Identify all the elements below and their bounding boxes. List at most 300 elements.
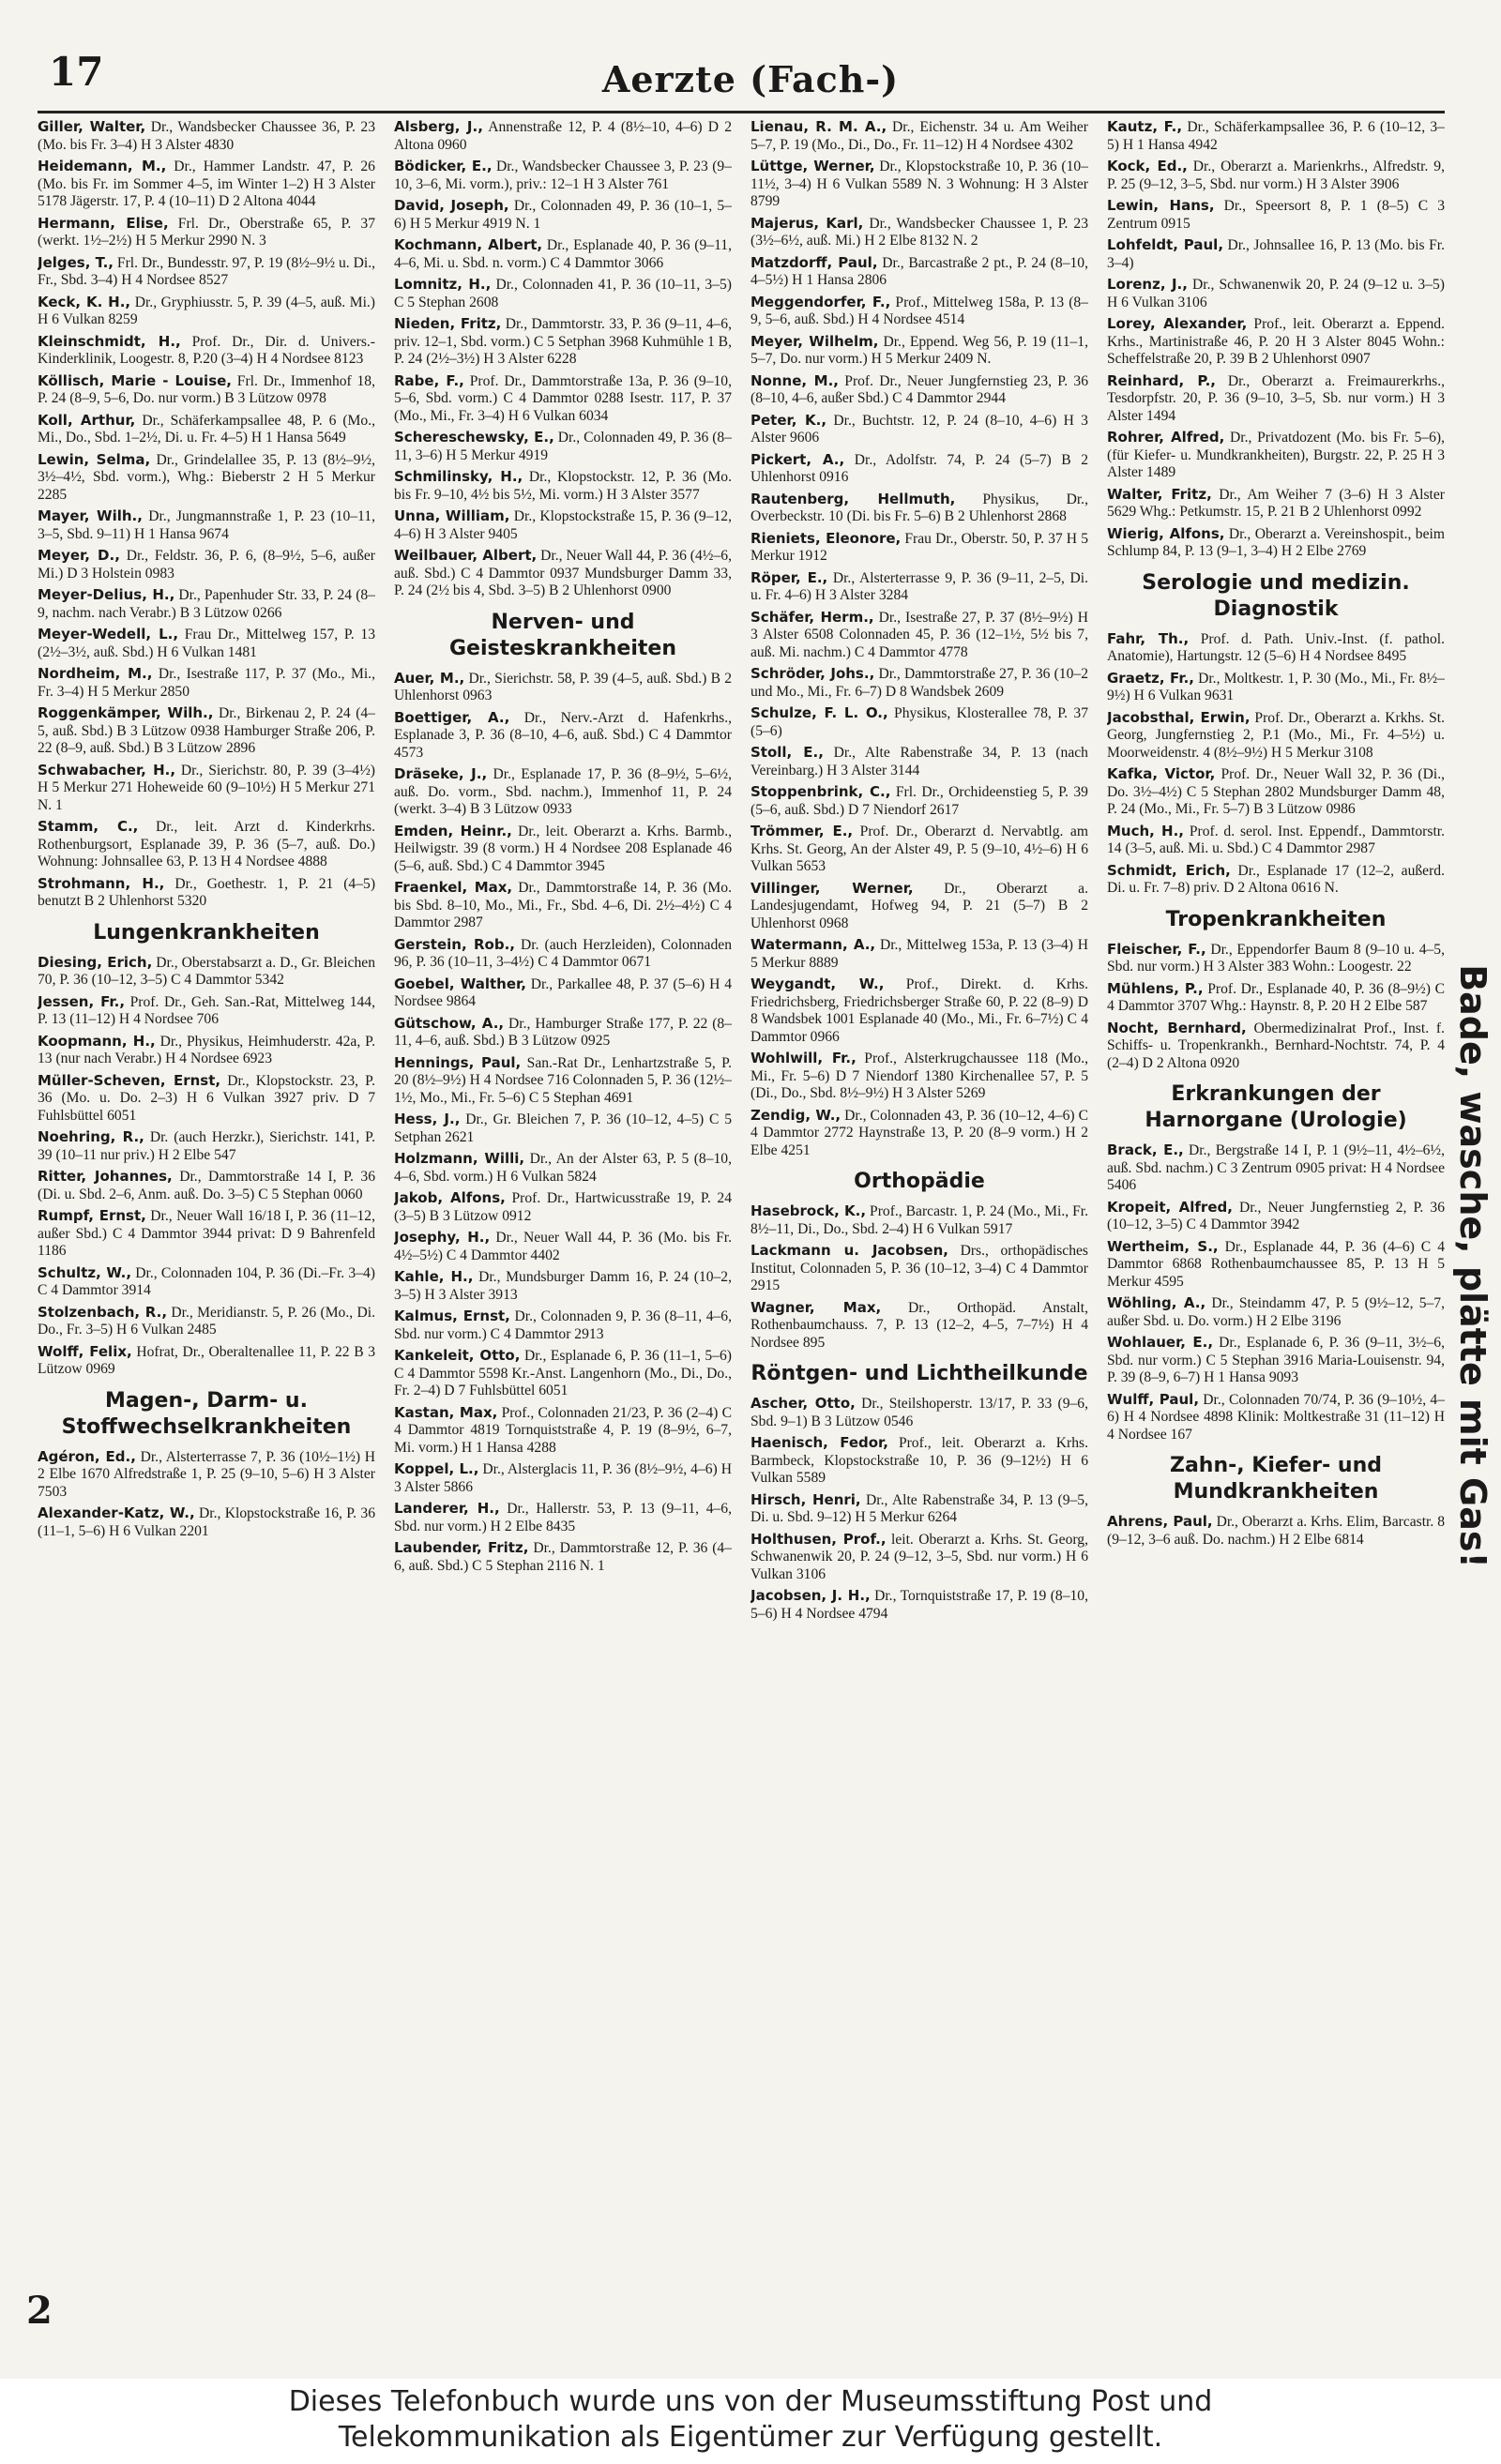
directory-entry xyxy=(394,118,732,154)
entry-details: Dr., Bergstraße 14 I, P. 1 (9½–11, 4½–6½, auß. Sbd. nachm.) C 3 Zentrum 0905 privat: H 4 Nordsee 5406 xyxy=(1107,1142,1445,1193)
entry-name: Josephy, H., xyxy=(394,1229,491,1246)
directory-entry xyxy=(750,1202,1088,1238)
directory-entry xyxy=(1107,197,1445,233)
entry-details: Dr., Steindamm 47, P. 5 (9½–12, 5–7, außer Sbd. u. Do. vorm.) H 2 Elbe 3196 xyxy=(1107,1295,1445,1329)
entry-name: Laubender, Fritz, xyxy=(394,1539,529,1556)
entry-details: Drs., orthopädisches Institut, Colonnaden 5, P. 36 (10–12, 3–4) C 4 Dammtor 2915 xyxy=(750,1243,1088,1293)
entry-details: Dr., Eichenstr. 34 u. Am Weiher 5–7, P. 19 (Mo., Di., Do., Fr. 11–12) H 4 Nordsee 4302 xyxy=(750,119,1088,153)
entry-name: Rabe, F., xyxy=(394,371,464,389)
entry-name: Wierig, Alfons, xyxy=(1107,524,1225,542)
directory-entry xyxy=(38,1264,375,1300)
entry-details: Prof. d. serol. Inst. Eppendf., Dammtorstr. 14 (3–5, auß. Mi. u. Sbd.) C 4 Dammtor 2987 xyxy=(1107,823,1445,856)
entry-name: Schäfer, Herm., xyxy=(750,608,874,626)
entry-details: Prof., Alsterkrugchaussee 118 (Mo., Mi., Fr. 5–6) D 7 Niendorf 1380 Kirchenallee 57, P. 5 (Di., Do., Sbd. 8½–9½) H 3 Alster 5269 xyxy=(750,1051,1088,1101)
entry-name: Kankeleit, Otto, xyxy=(394,1347,521,1364)
entry-details: Prof. Dr., Esplanade 40, P. 36 (8–9½) C 4 Dammtor 3707 Whg.: Haynstr. 8, P. 20 H 2 Elbe 587 xyxy=(1107,980,1445,1014)
directory-entry xyxy=(394,1500,732,1535)
entry-details: Dr., Johnsallee 16, P. 13 (Mo. bis Fr. 3–4) xyxy=(1107,237,1445,271)
entry-name: Lomnitz, H., xyxy=(394,276,492,293)
entry-name: Hasebrock, K., xyxy=(750,1202,867,1219)
directory-entry xyxy=(394,1268,732,1304)
entry-name: Roggenkämper, Wilh., xyxy=(38,704,214,721)
directory-entry xyxy=(394,936,732,972)
entry-details: Dr., Sierichstr. 80, P. 39 (3–4½) H 5 Merkur 271 Hoheweide 60 (9–10½) H 5 Merkur 271 N. 1 xyxy=(38,762,375,813)
entry-details: Dr., An der Alster 63, P. 5 (8–10, 4–6, Sbd. vorm.) H 6 Vulkan 5824 xyxy=(394,1151,732,1185)
entry-details: Dr., Klopstockstraße 15, P. 36 (9–12, 4–6) H 3 Alster 9405 xyxy=(394,508,732,542)
entry-name: Holzmann, Willi, xyxy=(394,1150,525,1167)
directory-entry xyxy=(38,1033,375,1068)
directory-entry xyxy=(1107,372,1445,426)
entry-details: Prof., Direkt. d. Krhs. Friedrichsberg, Friedrichsberger Straße 60, P. 22 (8–9) D 8 Wandsbek 1001 Esplanade 40 (Mo., Mi., Fr. 6–7½) C 4 Dammtor 0966 xyxy=(750,976,1088,1045)
entry-name: Wohlwill, Fr., xyxy=(750,1050,857,1066)
entry-details: Dr., Colonnaden 49, P. 36 (8–11, 3–6) H 5 Merkur 4919 xyxy=(394,430,732,463)
entry-name: Stoll, E., xyxy=(750,744,824,761)
entry-details: Prof. Dr., Dir. d. Univers.-Kinderklinik, Loogestr. 8, P.20 (3–4) H 4 Nordsee 8123 xyxy=(38,333,375,367)
entry-name: Diesing, Erich, xyxy=(38,953,153,971)
directory-entry xyxy=(394,1460,732,1496)
entry-name: Holthusen, Prof., xyxy=(750,1530,887,1548)
directory-entry xyxy=(394,315,732,369)
entry-name: Schulze, F. L. O., xyxy=(750,704,888,721)
side-advertisement-text: Bade, wasche, plätte mit Gas! xyxy=(1452,964,1493,1568)
entry-name: Kochmann, Albert, xyxy=(394,236,543,253)
directory-entry xyxy=(394,158,732,193)
directory-entry xyxy=(1107,630,1445,666)
entry-details: Dr., Adolfstr. 74, P. 24 (5–7) B 2 Uhlenhorst 0916 xyxy=(750,451,1088,485)
entry-details: Dr., Tornquiststraße 17, P. 19 (8–10, 5–6) H 4 Nordsee 4794 xyxy=(750,1588,1088,1622)
entry-name: Strohmann, H., xyxy=(38,874,165,892)
entry-name: Kastan, Max, xyxy=(394,1403,498,1421)
entry-details: Dr., Klopstockstraße 16, P. 36 (11–1, 5–6) H 6 Vulkan 2201 xyxy=(38,1505,375,1539)
entry-details: Prof., Colonnaden 21/23, P. 36 (2–4) C 4 Dammtor 4819 Tornquiststraße 4, P. 19 (8–9½, 6–7, Mi. vorm.) H 1 Hansa 4288 xyxy=(394,1404,732,1456)
footer-line-2: Telekommunikation als Eigentümer zur Verfügung gestellt. xyxy=(338,2421,1163,2454)
directory-entry xyxy=(38,294,375,329)
directory-entry xyxy=(750,333,1088,369)
entry-name: Köllisch, Marie - Louise, xyxy=(38,371,233,389)
entry-details: Dr., Colonnaden 9, P. 36 (8–11, 4–6, Sbd. nur vorm.) C 4 Dammtor 2913 xyxy=(394,1308,732,1342)
directory-entry xyxy=(750,783,1088,819)
entry-details: Dr., Schäferkampsallee 36, P. 6 (10–12, 3–5) H 1 Hansa 4942 xyxy=(1107,119,1445,153)
entry-name: Majerus, Karl, xyxy=(750,214,864,232)
directory-entry xyxy=(1107,486,1445,522)
entry-details: Prof. Dr., Oberarzt d. Nervabtlg. am Krhs. St. Georg, An der Alster 49, P. 5 (9–10, 4½–6) H 6 Vulkan 5653 xyxy=(750,824,1088,874)
entry-details: Frau Dr., Mittelweg 157, P. 13 (2½–3½, auß. Sbd.) H 6 Vulkan 1481 xyxy=(38,627,375,660)
directory-entry xyxy=(394,975,732,1011)
entry-name: Mayer, Wilh., xyxy=(38,507,143,524)
entry-name: Kalmus, Ernst, xyxy=(394,1308,510,1324)
directory-entry xyxy=(750,412,1088,447)
directory-entry xyxy=(750,1491,1088,1527)
directory-entry xyxy=(38,507,375,543)
entry-name: Kafka, Victor, xyxy=(1107,765,1216,782)
section-heading: Röntgen- und Lichtheilkunde xyxy=(750,1362,1088,1385)
directory-entry xyxy=(38,665,375,701)
entry-details: Dr., Dammtorstraße 14, P. 36 (Mo. bis Sbd. 8–10, Mo., Mi., Fr., Sbd. 4–6, Di. 2½–4½) C 4 Dammtor 2987 xyxy=(394,880,732,930)
entry-name: Müller-Scheven, Ernst, xyxy=(38,1071,221,1089)
entry-name: Schwabacher, H., xyxy=(38,761,176,779)
entry-name: Boettiger, A., xyxy=(394,708,510,726)
entry-details: Dr., Papenhuder Str. 33, P. 24 (8–9, nachm. nach Verabr.) B 3 Lützow 0266 xyxy=(38,587,375,621)
directory-entry xyxy=(750,215,1088,250)
entry-details: Dr., Oberarzt a. Marienkrhs., Alfredstr. 9, P. 25 (9–12, 3–5, Sbd. nur vorm.) H 3 Alster 3906 xyxy=(1107,159,1445,192)
entry-name: Giller, Walter, xyxy=(38,118,146,135)
directory-entry xyxy=(394,879,732,932)
entry-details: Dr., Colonnaden 70/74, P. 36 (9–10½, 4–6) H 4 Nordsee 4898 Klinik: Moltkestraße 31 (11–12) H 4 Nordsee 167 xyxy=(1107,1391,1445,1443)
entry-name: Rieniets, Eleonore, xyxy=(750,529,902,547)
directory-entry xyxy=(394,709,732,763)
entry-name: Wolff, Felix, xyxy=(38,1342,132,1360)
entry-name: Weilbauer, Albert, xyxy=(394,547,538,564)
directory-entry xyxy=(750,530,1088,566)
entry-details: Hofrat, Dr., Oberaltenallee 11, P. 22 B 3 Lützow 0969 xyxy=(38,1343,375,1377)
entry-details: Dr., Wandsbecker Chaussee 1, P. 23 (3½–6½, auß. Mi.) H 2 Elbe 8132 N. 2 xyxy=(750,215,1088,249)
directory-entry xyxy=(750,118,1088,154)
section-heading: Nerven- und Geisteskrankheiten xyxy=(449,610,676,660)
directory-entry xyxy=(38,954,375,990)
entry-details: Dr., Barcastraße 2 pt., P. 24 (8–10, 4–5½) H 1 Hansa 2806 xyxy=(750,254,1088,288)
directory-entry xyxy=(750,704,1088,740)
entry-name: Koll, Arthur, xyxy=(38,411,136,429)
directory-entry xyxy=(750,1587,1088,1623)
entry-details: Dr., Isestraße 117, P. 37 (Mo., Mi., Fr. 3–4) H 5 Merkur 2850 xyxy=(38,666,375,700)
entry-name: Meggendorfer, F., xyxy=(750,293,891,310)
entry-details: Dr., Esplanade 17, P. 36 (8–9½, 5–6½, auß. Do. vorm., Sbd. nachm.), Immenhof 11, P. 24 (werkt. 3–4) B 3 Lützow 0933 xyxy=(394,766,732,817)
entry-details: Prof. Dr., Hartwicusstraße 19, P. 24 (3–5) B 3 Lützow 0912 xyxy=(394,1190,732,1224)
directory-entry xyxy=(750,451,1088,487)
entry-name: Lohfeldt, Paul, xyxy=(1107,236,1224,253)
entry-name: Stoppenbrink, C., xyxy=(750,783,891,800)
entry-details: Dr., Eppendorfer Baum 8 (9–10 u. 4–5, Sbd. nur vorm.) H 3 Alster 383 Wohn.: Loogestr. 22 xyxy=(1107,941,1445,975)
entry-details: Prof. Dr., Oberarzt a. Krkhs. St. Georg, Jungfernstieg 2, P.1 (Mo., Mi., Fr. 4–5½) u. Moorweidenstr. 4 (8½–9½) H 5 Merkur 3108 xyxy=(1107,709,1445,761)
section-heading: Serologie und medizin. Diagnostik xyxy=(1142,570,1410,621)
entry-name: Gerstein, Rob., xyxy=(394,935,515,953)
directory-entry xyxy=(394,1054,732,1108)
entry-name: Schereschewsky, E., xyxy=(394,429,554,446)
entry-name: Noehring, R., xyxy=(38,1128,144,1145)
directory-entry xyxy=(1107,429,1445,482)
directory-entry xyxy=(750,936,1088,972)
directory-entry xyxy=(394,1404,732,1458)
entry-name: Agéron, Ed., xyxy=(38,1447,136,1465)
entry-name: Wagner, Max, xyxy=(750,1298,882,1316)
entry-details: Dr., Esplanade 40, P. 36 (9–11, 4–6, Mi. u. Sbd. n. vorm.) C 4 Dammtor 3066 xyxy=(394,237,732,271)
directory-entry xyxy=(394,1189,732,1225)
entry-details: Dr., Steilshoperstr. 13/17, P. 33 (9–6, Sbd. 9–1) B 3 Lützow 0546 xyxy=(750,1396,1088,1429)
directory-entry xyxy=(394,1111,732,1146)
entry-name: Much, H., xyxy=(1107,822,1184,839)
entry-name: Meyer, Wilhelm, xyxy=(750,332,879,350)
entry-name: Rohrer, Alfred, xyxy=(1107,429,1225,446)
directory-entry xyxy=(38,1072,375,1126)
directory-entry xyxy=(1107,315,1445,369)
entry-name: Kahle, H., xyxy=(394,1268,474,1285)
directory-entry xyxy=(1107,670,1445,705)
entry-details: Dr., Eppend. Weg 56, P. 19 (11–1, 5–7, Do. nur vorm.) H 5 Merkur 2409 N. xyxy=(750,333,1088,367)
directory-entry xyxy=(38,586,375,622)
directory-entry xyxy=(38,704,375,758)
directory-entry xyxy=(38,118,375,154)
entry-name: Wertheim, S., xyxy=(1107,1237,1219,1255)
entry-details: Physikus, Klosterallee 78, P. 37 (5–6) xyxy=(750,705,1088,739)
entry-details: Dr., Colonnaden 49, P. 36 (10–1, 5–6) H 5 Merkur 4919 N. 1 xyxy=(394,198,732,232)
entry-details: Dr., Nerv.-Arzt d. Hafenkrhs., Esplanade 3, P. 36 (8–10, 4–6, auß. Sbd.) C 4 Dammtor 4573 xyxy=(394,709,732,761)
directory-entry xyxy=(394,429,732,464)
directory-entry xyxy=(394,236,732,272)
entry-details: Dr., Dammtorstr. 33, P. 36 (9–11, 4–6, priv. 12–1, Sbd. vorm.) C 5 Setphan 3968 Kuhmühle 1 B, P. 24 (2½–3½) H 3 Alster 6228 xyxy=(394,316,732,367)
entry-name: Hirsch, Henri, xyxy=(750,1490,861,1508)
entry-name: Dräseke, J., xyxy=(394,765,488,782)
entry-name: Jacobsen, J. H., xyxy=(750,1587,871,1604)
entry-name: Lorey, Alexander, xyxy=(1107,315,1248,332)
column-1 xyxy=(38,118,375,2332)
page-title: Aerzte (Fach-) xyxy=(601,58,900,100)
section-heading: Orthopädie xyxy=(854,1170,985,1193)
entry-name: Jacobsthal, Erwin, xyxy=(1107,708,1251,726)
entry-name: Ritter, Johannes, xyxy=(38,1168,173,1185)
entry-details: Dr., Dammtorstraße 14 I, P. 36 (Di. u. Sbd. 2–6, Anm. auß. Do. 3–5) C 5 Stephan 0060 xyxy=(38,1169,375,1202)
directory-entry xyxy=(394,468,732,504)
entry-name: Alexander-Katz, W., xyxy=(38,1504,195,1521)
directory-entry xyxy=(38,818,375,871)
entry-name: Reinhard, P., xyxy=(1107,371,1216,389)
entry-details: Dr., Jungmannstraße 1, P. 23 (10–11, 3–5, Sbd. 9–11) H 1 Hansa 9674 xyxy=(38,508,375,542)
entry-details: Dr., Neuer Wall 44, P. 36 (4½–6, auß. Sbd.) C 4 Dammtor 0937 Mundsburger Damm 33, P. 24 (2½ bis 4, Sbd. 3–5) B 2 Uhlenhorst 0900 xyxy=(394,548,732,598)
directory-entry xyxy=(394,1539,732,1575)
directory-entry xyxy=(1107,158,1445,193)
entry-name: Kropeit, Alfred, xyxy=(1107,1198,1233,1216)
entry-name: Zendig, W., xyxy=(750,1106,841,1124)
entry-name: Landerer, H., xyxy=(394,1500,500,1517)
directory-entry xyxy=(38,372,375,408)
directory-columns xyxy=(38,118,1445,2332)
entry-details: Dr., Hallerstr. 53, P. 13 (9–11, 4–6, Sbd. nur vorm.) H 2 Elbe 8435 xyxy=(394,1501,732,1534)
entry-details: Dr., Meridianstr. 5, P. 26 (Mo., Di. Do., Fr. 3–5) H 6 Vulkan 2485 xyxy=(38,1304,375,1338)
directory-entry xyxy=(394,823,732,876)
corner-mark: 2 xyxy=(26,2289,53,2333)
entry-details: Dr., leit. Oberarzt a. Krhs. Barmb., Heilwigstr. 39 (8 vorm.) H 4 Nordsee 208 Esplanade 46 (5–6, auß. Sbd.) C 4 Dammtor 3945 xyxy=(394,823,732,874)
entry-details: Dr., Privatdozent (Mo. bis Fr. 5–6), (für Kiefer- u. Mundkrankheiten), Burgstr. 22, P. 25 H 3 Alster 1489 xyxy=(1107,430,1445,480)
entry-details: Prof., leit. Oberarzt a. Krhs. Barmbeck, Klopstockstraße 10, P. 36 (9–12½) H 6 Vulkan 5589 xyxy=(750,1435,1088,1486)
entry-details: Dr., Mittelweg 153a, P. 13 (3–4) H 5 Merkur 8889 xyxy=(750,937,1088,971)
entry-details: Dr., Esplanade 17 (12–2, außerd. Di. u. Fr. 7–8) priv. D 2 Altona 0616 N. xyxy=(1107,862,1445,896)
entry-details: Dr., Wandsbecker Chaussee 36, P. 23 (Mo. bis Fr. 3–4) H 3 Alster 4830 xyxy=(38,119,375,153)
entry-details: Dr., Neuer Wall 44, P. 36 (Mo. bis Fr. 4½–5½) C 4 Dammtor 4402 xyxy=(394,1230,732,1263)
entry-name: Hermann, Elise, xyxy=(38,214,169,232)
directory-entry xyxy=(750,569,1088,605)
entry-name: Heidemann, M., xyxy=(38,158,167,174)
directory-entry xyxy=(38,1448,375,1502)
entry-details: Frl. Dr., Immenhof 18, P. 24 (8–9, 5–6, Do. nur vorm.) B 3 Lützow 0978 xyxy=(38,372,375,406)
footer-notice xyxy=(0,2379,1501,2464)
section-heading: Tropenkrankheiten xyxy=(1165,907,1387,931)
directory-entry xyxy=(1107,118,1445,154)
entry-details: Frl. Dr., Oberstraße 65, P. 37 (werkt. 1½–2½) H 5 Merkur 2990 N. 3 xyxy=(38,215,375,249)
entry-details: Dr., Oberarzt a. Vereinshospit., beim Schlump 84, P. 13 (9–1, 3–4) H 2 Elbe 2769 xyxy=(1107,525,1445,559)
entry-name: Nieden, Fritz, xyxy=(394,315,502,332)
entry-name: Nonne, M., xyxy=(750,371,839,389)
entry-name: Lorenz, J., xyxy=(1107,276,1188,293)
entry-details: Dr., Parkallee 48, P. 37 (5–6) H 4 Nordsee 9864 xyxy=(394,975,732,1009)
entry-details: Dr., Mundsburger Damm 16, P. 24 (10–2, 3–5) H 3 Alster 3913 xyxy=(394,1269,732,1303)
directory-entry xyxy=(750,158,1088,211)
entry-name: Kock, Ed., xyxy=(1107,158,1188,174)
entry-details: Dr., Speersort 8, P. 1 (8–5) C 3 Zentrum 0915 xyxy=(1107,198,1445,232)
directory-entry xyxy=(38,1304,375,1339)
entry-details: Dr., Colonnaden 104, P. 36 (Di.–Fr. 3–4) C 4 Dammtor 3914 xyxy=(38,1264,375,1298)
entry-name: Stolzenbach, R., xyxy=(38,1303,168,1321)
directory-entry xyxy=(750,880,1088,933)
entry-details: Prof. Dr., Neuer Jungfernstieg 23, P. 36 (8–10, 4–6, außer Sbd.) C 4 Dammtor 2944 xyxy=(750,372,1088,406)
section-heading: Magen-, Darm- u. Stoffwechselkrankheiten xyxy=(61,1388,352,1439)
directory-entry xyxy=(394,372,732,426)
entry-name: Wulff, Paul, xyxy=(1107,1390,1200,1408)
entry-name: Rumpf, Ernst, xyxy=(38,1207,146,1224)
entry-details: Dr., Neuer Wall 16/18 I, P. 36 (11–12, außer Sbd.) C 4 Dammtor 3944 privat: D 9 Bahrenfeld 1186 xyxy=(38,1208,375,1259)
entry-details: Obermedizinalrat Prof., Inst. f. Schiffs- u. Tropenkrankh., Bernhard-Nochtstr. 74, P. 4 (2–4) D 2 Altona 0920 xyxy=(1107,1020,1445,1071)
directory-entry xyxy=(394,765,732,819)
entry-details: Prof., Mittelweg 158a, P. 13 (8–9, 5–6, auß. Sbd.) H 4 Nordsee 4514 xyxy=(750,294,1088,327)
directory-entry xyxy=(38,215,375,250)
entry-details: Dr., Schäferkampsallee 48, P. 6 (Mo., Mi., Do., Sbd. 1–2½, Di. u. Fr. 4–5) H 1 Hansa 5649 xyxy=(38,412,375,446)
entry-name: Emden, Heinr., xyxy=(394,822,512,839)
directory-entry xyxy=(750,1434,1088,1488)
directory-entry xyxy=(38,547,375,582)
entry-details: Frl. Dr., Orchideenstieg 5, P. 39 (5–6, auß. Sbd.) D 7 Niendorf 2617 xyxy=(750,784,1088,818)
directory-entry xyxy=(750,1107,1088,1160)
entry-name: Haenisch, Fedor, xyxy=(750,1434,888,1451)
entry-name: Weygandt, W., xyxy=(750,975,885,992)
entry-name: Keck, K. H., xyxy=(38,293,131,310)
entry-name: Wohlauer, E., xyxy=(1107,1334,1214,1351)
directory-entry xyxy=(750,1395,1088,1430)
entry-details: Prof., Barcastr. 1, P. 24 (Mo., Mi., Fr. 8½–11, Di., Do., Sbd. 2–4) H 6 Vulkan 5917 xyxy=(750,1203,1088,1237)
entry-name: Stamm, C., xyxy=(38,818,139,835)
entry-details: Dr., Alsterglacis 11, P. 36 (8½–9½, 4–6) H 3 Alster 5866 xyxy=(394,1461,732,1495)
entry-name: Koopmann, H., xyxy=(38,1032,156,1050)
directory-entry xyxy=(38,626,375,661)
directory-entry xyxy=(38,1343,375,1379)
entry-name: Unna, William, xyxy=(394,507,510,524)
entry-details: Prof., leit. Oberarzt a. Eppend. Krhs., Martinistraße 46, P. 20 H 3 Alster 8045 Wohn.: Scheffelstraße 20, P. 39 B 2 Uhlenhorst 0907 xyxy=(1107,316,1445,367)
directory-entry xyxy=(750,294,1088,329)
directory-entry xyxy=(750,823,1088,876)
entry-name: Matzdorff, Paul, xyxy=(750,253,878,271)
entry-details: Dr., Schwanenwik 20, P. 24 (9–12 u. 3–5) H 6 Vulkan 3106 xyxy=(1107,277,1445,310)
entry-details: Dr., Oberarzt a. Freimaurerkrhs., Tesdorpfstr. 20, P. 36 (9–10, 3–5, Sb. nur vorm.) H 3 Alster 1494 xyxy=(1107,372,1445,424)
entry-details: Dr., Hammer Landstr. 47, P. 26 (Mo. bis Fr. im Sommer 4–5, im Winter 1–2) H 3 Alster 5178 Jägerstr. 17, P. 4 (10–11) D 2 Altona 4044 xyxy=(38,159,375,209)
entry-details: Dr., Dammtorstraße 27, P. 36 (10–2 und Mo., Mi., Fr. 6–7) D 8 Wandsbek 2609 xyxy=(750,666,1088,700)
entry-name: Graetz, Fr., xyxy=(1107,669,1194,687)
entry-details: Dr., Buchtstr. 12, P. 24 (8–10, 4–6) H 3 Alster 9606 xyxy=(750,412,1088,446)
entry-details: Dr., Alsterterrasse 7, P. 36 (10½–1½) H 2 Elbe 1670 Alfredstraße 1, P. 25 (9–10, 5–6) H 3 Alster 7503 xyxy=(38,1448,375,1500)
directory-entry xyxy=(1107,276,1445,311)
directory-entry xyxy=(750,372,1088,408)
column-3 xyxy=(750,118,1088,2332)
entry-details: Dr., Am Weiher 7 (3–6) H 3 Alster 5629 Whg.: Petkumstr. 15, P. 21 B 2 Uhlenhorst 0992 xyxy=(1107,486,1445,520)
entry-details: Prof. d. Path. Univ.-Inst. (f. pathol. Anatomie), Hartungstr. 12 (5–6) H 4 Nordsee 8495 xyxy=(1107,630,1445,664)
directory-entry xyxy=(750,665,1088,701)
entry-name: Ahrens, Paul, xyxy=(1107,1513,1213,1530)
directory-entry xyxy=(1107,765,1445,819)
entry-name: Peter, K., xyxy=(750,411,827,429)
directory-entry xyxy=(38,254,375,290)
entry-name: Pickert, A., xyxy=(750,450,845,468)
entry-details: Dr., Oberarzt a. Krhs. Elim, Barcastr. 8 (9–12, 3–6 auß. Do. nachm.) H 2 Elbe 6814 xyxy=(1107,1514,1445,1548)
directory-entry xyxy=(750,1050,1088,1103)
directory-entry xyxy=(38,451,375,505)
entry-name: Trömmer, E., xyxy=(750,823,854,839)
entry-details: Dr., Feldstr. 36, P. 6, (8–9½, 5–6, außer Mi.) D 3 Holstein 0983 xyxy=(38,548,375,582)
entry-details: Dr., Gryphiusstr. 5, P. 39 (4–5, auß. Mi.) H 6 Vulkan 8259 xyxy=(38,294,375,327)
directory-entry xyxy=(1107,236,1445,272)
directory-entry xyxy=(750,1299,1088,1353)
column-2 xyxy=(394,118,732,2332)
entry-name: Meyer-Delius, H., xyxy=(38,586,175,603)
entry-name: Bödicker, E., xyxy=(394,158,493,174)
entry-name: Nocht, Bernhard, xyxy=(1107,1019,1247,1036)
entry-details: Dr., Alte Rabenstraße 34, P. 13 (9–5, Di. u. Sbd. 9–12) H 5 Merkur 6264 xyxy=(750,1491,1088,1525)
entry-name: Lüttge, Werner, xyxy=(750,158,875,174)
entry-name: Villinger, Werner, xyxy=(750,879,914,897)
directory-entry xyxy=(38,875,375,911)
entry-details: leit. Oberarzt a. Krhs. St. Georg, Schwanenwik 20, P. 24 (9–12, 3–5, Sbd. nur vorm.) H 6 Vulkan 3106 xyxy=(750,1531,1088,1582)
entry-name: Alsberg, J., xyxy=(394,118,483,135)
entry-details: Dr., Hamburger Straße 177, P. 22 (8–11, 4–6, auß. Sbd.) B 3 Lützow 0925 xyxy=(394,1015,732,1049)
directory-entry xyxy=(750,491,1088,526)
entry-details: Prof. Dr., Dammtorstraße 13a, P. 36 (9–10, 5–6, Sbd. vorm.) C 4 Dammtor 0288 Isestr. 117, P. 37 (Mo., Mi., Fr. 3–4) H 6 Vulkan 6034 xyxy=(394,372,732,424)
entry-details: Physikus, Dr., Overbeckstr. 10 (Di. bis Fr. 5–6) B 2 Uhlenhorst 2868 xyxy=(750,491,1088,524)
entry-details: Dr., Alte Rabenstraße 34, P. 13 (nach Vereinbarg.) H 3 Alster 3144 xyxy=(750,745,1088,779)
entry-name: Jessen, Fr., xyxy=(38,992,126,1010)
entry-details: San.-Rat Dr., Lenhartzstraße 5, P. 20 (8½–9½) H 4 Nordsee 716 Colonnaden 5, P. 36 (12½–1½, Mo., Mi., Fr. 5–6) C 5 Stephan 4691 xyxy=(394,1054,732,1106)
entry-name: Fleischer, F., xyxy=(1107,940,1206,958)
header-rule xyxy=(38,111,1445,113)
entry-details: Frau Dr., Oberstr. 50, P. 37 H 5 Merkur 1912 xyxy=(750,530,1088,564)
entry-details: Dr., Orthopäd. Anstalt, Rothenbaumchauss. 7, P. 13 (12–2, 4–5, 7–7½) H 4 Nordsee 895 xyxy=(750,1299,1088,1351)
entry-details: Dr. (auch Herzleiden), Colonnaden 96, P. 36 (10–11, 3–4½) C 4 Dammtor 0671 xyxy=(394,936,732,970)
entry-name: Goebel, Walther, xyxy=(394,975,526,992)
directory-entry xyxy=(394,1150,732,1186)
section-heading: Lungenkrankheiten xyxy=(93,920,320,945)
entry-name: Fahr, Th., xyxy=(1107,629,1190,647)
entry-name: Schröder, Johs., xyxy=(750,665,875,682)
entry-name: Schmilinsky, H., xyxy=(394,468,523,485)
entry-details: Dr., Isestraße 27, P. 37 (8½–9½) H 3 Alster 6508 Colonnaden 45, P. 36 (12–1½, 5½ bis 7, auß. Mi. nachm.) C 4 Dammtor 4778 xyxy=(750,609,1088,660)
directory-entry xyxy=(750,975,1088,1046)
directory-entry xyxy=(394,1015,732,1051)
entry-details: Dr., Gr. Bleichen 7, P. 36 (10–12, 4–5) C 5 Setphan 2621 xyxy=(394,1111,732,1145)
entry-details: Dr., Moltkestr. 1, P. 30 (Mo., Mi., Fr. 8½–9½) H 6 Vulkan 9631 xyxy=(1107,670,1445,703)
entry-details: Dr., Sierichstr. 58, P. 39 (4–5, auß. Sbd.) B 2 Uhlenhorst 0963 xyxy=(394,670,732,703)
section-heading: Erkrankungen der Harnorgane (Urologie) xyxy=(1145,1082,1407,1132)
directory-entry xyxy=(1107,525,1445,561)
entry-details: Dr., Oberarzt a. Landesjugendamt, Hofweg 94, P. 21 (5–7) B 2 Uhlenhorst 0968 xyxy=(750,880,1088,931)
directory-entry xyxy=(1107,709,1445,763)
entry-details: Dr., Goethestr. 1, P. 21 (4–5) benutzt B 2 Uhlenhorst 5320 xyxy=(38,875,375,909)
entry-name: Kleinschmidt, H., xyxy=(38,332,181,350)
entry-name: Schultz, W., xyxy=(38,1263,132,1281)
entry-details: Dr., Klopstockstraße 10, P. 36 (10–11½, 3–4) H 6 Vulkan 5589 N. 3 Wohnung: H 3 Alster 8799 xyxy=(750,159,1088,209)
entry-details: Annenstraße 12, P. 4 (8½–10, 4–6) D 2 Altona 0960 xyxy=(394,119,732,153)
directory-entry xyxy=(38,1504,375,1540)
directory-entry xyxy=(750,744,1088,779)
entry-name: Gütschow, A., xyxy=(394,1014,505,1032)
entry-name: Koppel, L., xyxy=(394,1460,479,1477)
entry-details: Dr., Esplanade 6, P. 36 (11–1, 5–6) C 4 Dammtor 5598 Kr.-Anst. Langenhorn (Mo., Di., Do., Fr. 2–4) D 7 Fuhlsbüttel 6051 xyxy=(394,1348,732,1398)
footer-line-1: Dieses Telefonbuch wurde uns von der Museumsstiftung Post und xyxy=(288,2385,1213,2418)
entry-details: Dr., Birkenau 2, P. 24 (4–5, auß. Sbd.) B 3 Lützow 0938 Hamburger Straße 206, P. 22 (8–9, auß. Sbd.) B 3 Lützow 2896 xyxy=(38,705,375,756)
entry-name: Meyer-Wedell, L., xyxy=(38,626,179,642)
